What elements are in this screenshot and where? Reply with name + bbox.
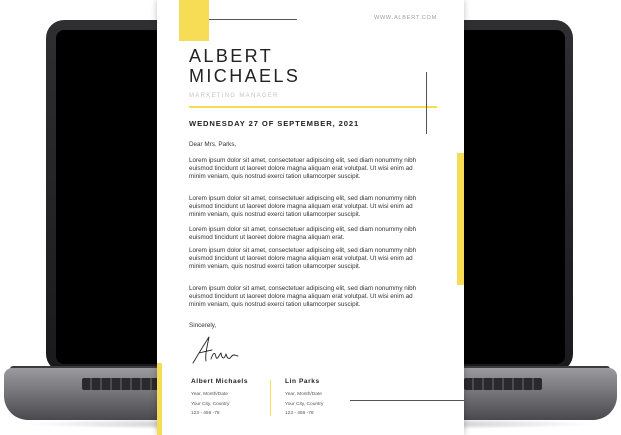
- body-paragraph: Lorem ipsum dolor sit amet, consectetuer adipiscing elit, sed diam nonummy nibh euismod tincidunt ut laoreet dolore magna aliquam erat volutpat. Ut wisi enim ad minim veniam, quis nostrud exerci tation ullamcorper suscipit.: [189, 195, 417, 218]
- divider-under-title: [189, 106, 437, 108]
- sender-phone: 123 - 456 -78: [191, 411, 220, 416]
- accent-block-bottom: [157, 363, 162, 435]
- accent-block-top: [179, 0, 209, 41]
- recipient-name: Lin Parks: [285, 378, 320, 385]
- recipient-block: [285, 378, 323, 419]
- body-paragraph: Lorem ipsum dolor sit amet, consectetuer adipiscing elit, sed diam nonummy nibh euismod tincidunt ut laoreet dolore magna aliquam erat volutpat. Ut wisi enim ad minim veniam, quis nostrud exerci tation ullamcorper suscipit.: [189, 157, 417, 180]
- accent-block-right: [457, 153, 464, 285]
- speaker-grille-right: [464, 378, 542, 390]
- closing: Sincerely,: [189, 322, 217, 329]
- divider-top: [209, 19, 297, 20]
- body-paragraph: Lorem ipsum dolor sit amet, consectetuer adipiscing elit, sed diam nonummy nibh euismod tincidunt ut laoreet dolore magna aliquam erat.: [189, 226, 417, 241]
- sender-block: [191, 378, 248, 419]
- body-paragraph: Lorem ipsum dolor sit amet, consectetuer adipiscing elit, sed diam nonummy nibh euismod tincidunt ut laoreet dolore magna aliquam erat volutpat. Ut wisi enim ad minim veniam, quis nostrud exerci tation ullamcorper suscipit.: [189, 247, 417, 270]
- recipient-date: Year, Month/Date: [285, 392, 322, 397]
- recipient-phone: 123 - 456 -78: [285, 411, 314, 416]
- website-url: WWW.ALBERT.COM: [373, 15, 437, 21]
- signature-icon: [191, 333, 241, 367]
- divider-bottom: [350, 400, 464, 401]
- job-title: MARKETING MANAGER: [189, 93, 279, 99]
- speaker-grille-left: [82, 378, 160, 390]
- divider-vertical: [426, 72, 427, 134]
- salutation: Dear Mrs. Parks,: [189, 141, 237, 148]
- name-last: MICHAELS: [189, 66, 301, 86]
- sender-location: Your City, Country: [191, 401, 230, 407]
- name-first: ALBERT: [189, 46, 274, 66]
- body-paragraph: Lorem ipsum dolor sit amet, consectetuer adipiscing elit, sed diam nonummy nibh euismod tincidunt ut laoreet dolore magna aliquam erat volutpat. Ut wisi enim ad minim veniam, quis nostrud exerci tation ullamcorper suscipit.: [189, 285, 417, 308]
- recipient-location: Your City, Country: [285, 401, 324, 407]
- sender-date: Year, Month/Date: [191, 392, 228, 397]
- footer-divider: [270, 380, 271, 416]
- sender-name: Albert Michaels: [191, 378, 249, 385]
- letter-date: WEDNESDAY 27 OF SEPTEMBER, 2021: [189, 119, 360, 128]
- cover-letter-page: [157, 0, 464, 435]
